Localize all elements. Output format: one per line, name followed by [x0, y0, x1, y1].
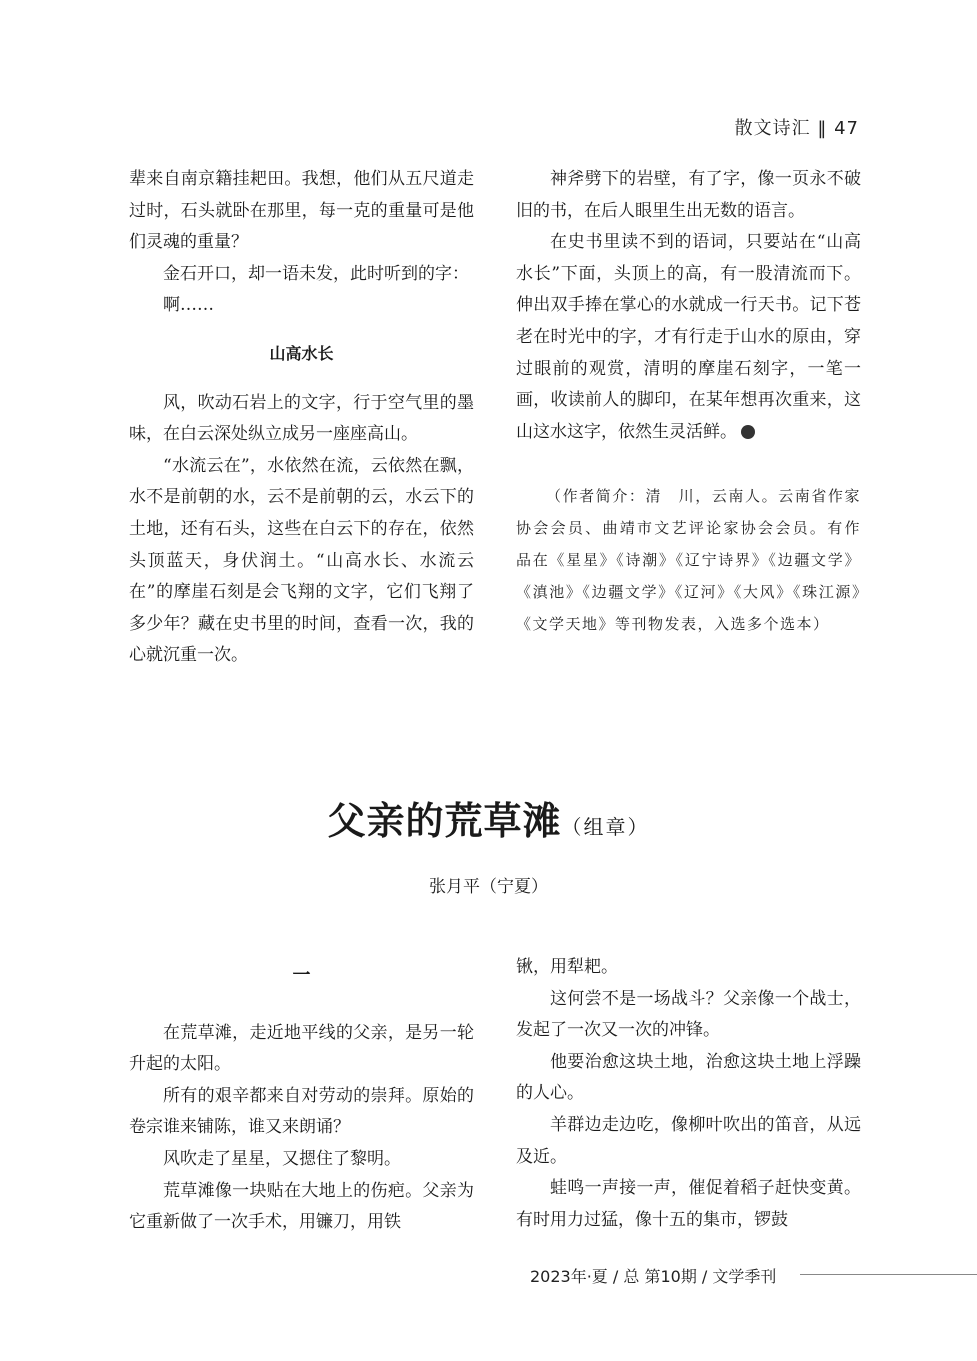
end-mark-icon	[741, 425, 755, 439]
paragraph: “水流云在”，水依然在流，云依然在飘，水不是前朝的水，云不是前朝的云，水云下的土地，还有石头，这些在白云下的存在，依然头顶蓝天，身伏润土。“山高水长、水流云在”的摩崖石刻是会飞翔的文字，它们飞翔了多少年？藏在史书里的时间，查看一次，我的心就沉重一次。	[129, 455, 474, 666]
section-title: 山高水长	[269, 343, 334, 363]
paragraph: 神斧劈下的岩壁，有了字，像一页永不破旧的书，在后人眼里生出无数的语言。	[516, 169, 861, 221]
paragraph: 蛙鸣一声接一声，催促着稻子赶快变黄。有时用力过猛，像十五的集市，锣鼓	[516, 1178, 861, 1230]
paragraph: 羊群边走边吃，像柳叶吹出的笛音，从远及近。	[516, 1114, 861, 1167]
paragraph: 所有的艰辛都来自对劳动的崇拜。原始的卷宗谁来铺陈，谁又来朗诵？	[129, 1085, 474, 1138]
column-3	[129, 952, 474, 1239]
paragraph: 在荒草滩，走近地平线的父亲，是另一轮升起的太阳。	[129, 1022, 474, 1075]
paragraph: 辈来自南京籍挂耙田。我想，他们从五尺道走过时，石头就卧在那里，每一克的重量可是他们灵魂的重量？	[129, 169, 474, 253]
author-bio	[516, 480, 861, 640]
article-author: 张月平（宁夏）	[429, 877, 548, 897]
page-footer: 2023年·夏 / 总 第10期 / 文学季刊	[530, 1267, 777, 1286]
paragraph: 这何尝不是一场战斗？父亲像一个战士，发起了一次又一次的冲锋。	[516, 988, 861, 1041]
paragraph-with-end-mark	[516, 227, 861, 448]
paragraph: 他要治愈这块土地，治愈这块土地上浮躁的人心。	[516, 1051, 861, 1104]
page-header: 散文诗汇 ‖ 47	[734, 118, 859, 139]
footer-rule	[800, 1274, 977, 1275]
paragraph-text: 在史书里读不到的语词，只要站在“山高水长”下面，头顶上的高，有一股清流而下。伸出双手捧在掌心的水就成一行天书。记下苍老在时光中的字，才有行走于山水的原由，穿过眼前的观赏，清明的摩崖石刻字，一笔一画，收读前人的脚印，在某年想再次重来，这山这水这字，依然生灵活鲜。	[516, 232, 861, 442]
paragraph: 锹，用犁耙。	[516, 957, 618, 977]
article-title	[0, 790, 977, 845]
column-4	[516, 952, 861, 1236]
paragraph: 荒草滩像一块贴在大地上的伤疤。父亲为它重新做了一次手术，用镰刀，用铁	[129, 1180, 474, 1233]
column-2	[516, 164, 861, 640]
column-1	[129, 164, 474, 672]
title-subtitle: （组章）	[561, 815, 650, 839]
paragraph: 风吹走了星星，又摁住了黎明。	[163, 1148, 401, 1169]
paragraph: 金石开口，却一语未发，此时听到的字：	[163, 263, 469, 284]
bio-text: （作者简介：清 川，云南人。云南省作家协会会员、曲靖市文艺评论家协会会员。有作品在《星星》《诗潮》《辽宁诗界》《边疆文学》《滇池》《边疆文学》《辽河》《大风》《珠江源》《文学天地》等刊物发表，入选多个选本）	[516, 487, 861, 634]
title-main: 父亲的荒草滩	[327, 798, 562, 843]
paragraph: 风，吹动石岩上的文字，行于空气里的墨味，在白云深处纵立成另一座座高山。	[129, 392, 474, 445]
part-number: 一	[292, 965, 311, 986]
paragraph: 啊……	[163, 295, 214, 316]
